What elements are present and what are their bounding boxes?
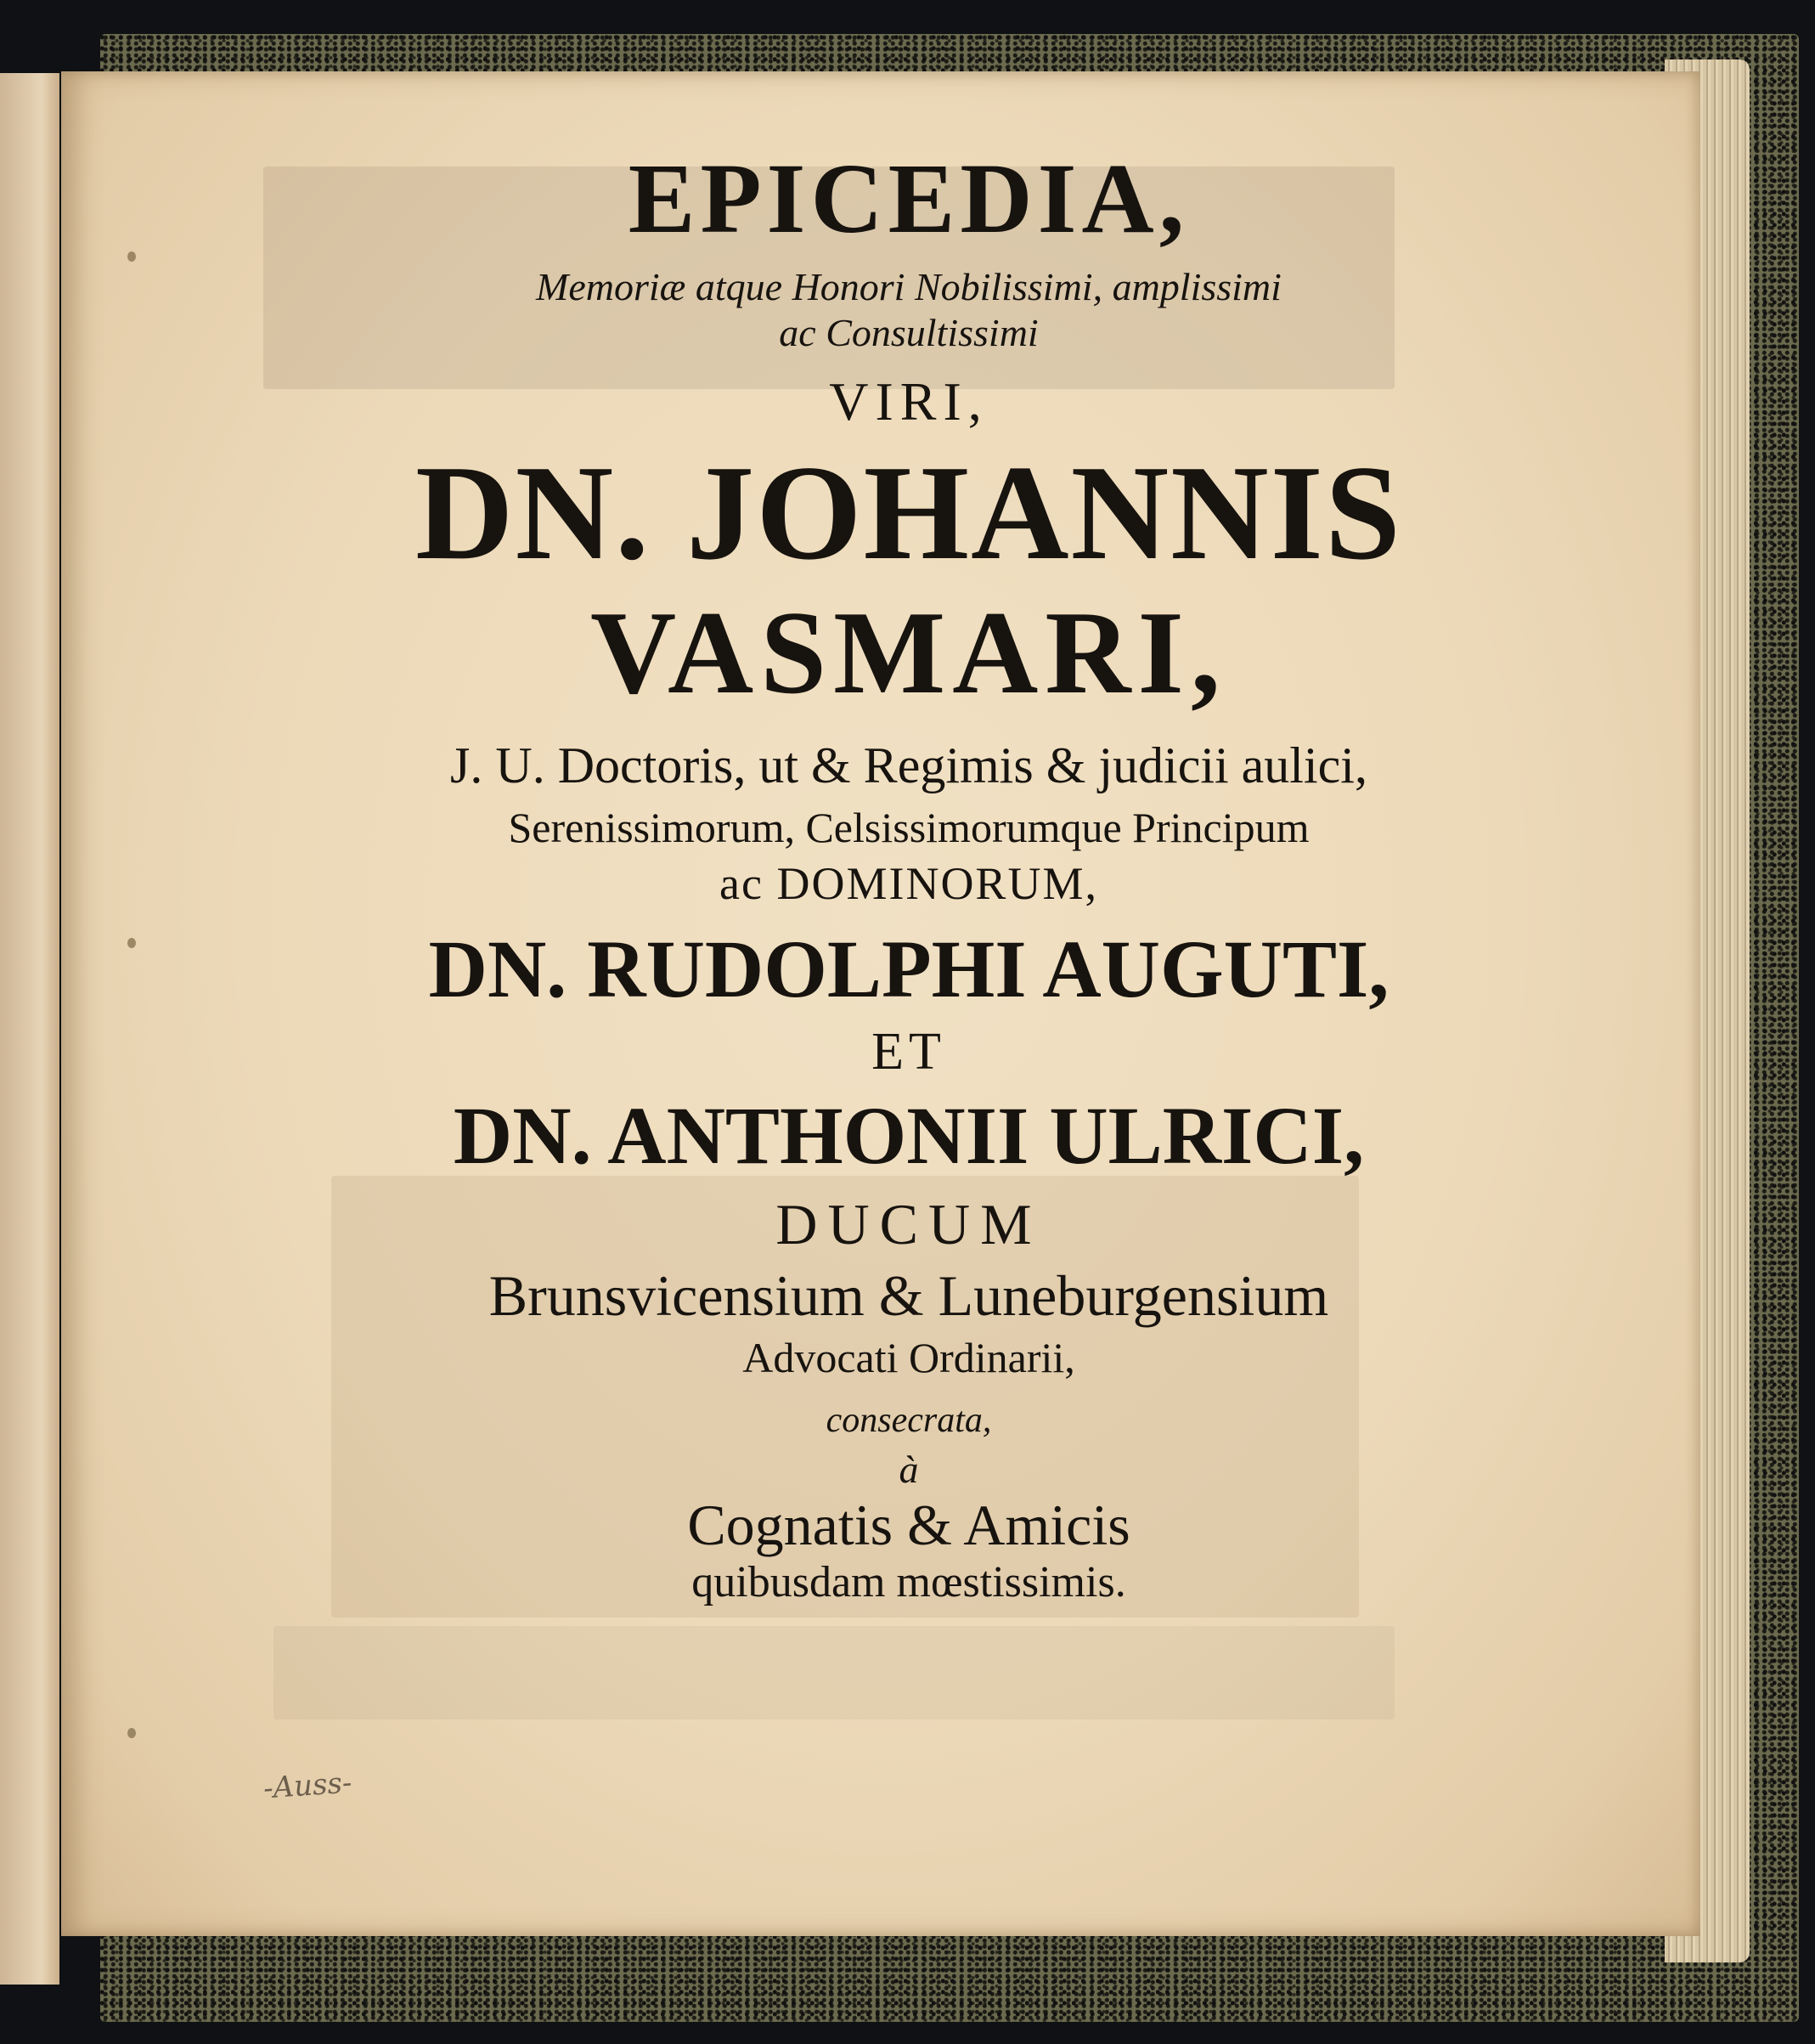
dedication-line-2: ac Consultissimi [779,311,1039,354]
prince-name-2: DN. ANTHONII ULRICI, [453,1090,1365,1181]
marginal-annotation: -Auss- [262,1765,353,1806]
binding-hole [127,938,136,948]
authors-line-2: quibusdam mœstissimis. [691,1558,1126,1606]
title-block [255,132,1563,1605]
viri-heading: VIRI, [829,371,989,432]
honoree-surname: VASMARI, [590,587,1227,719]
left-facing-page [0,73,59,1985]
main-title: EPICEDIA, [628,143,1190,254]
binding-hole [127,251,136,262]
ducum-heading: DUCUM [775,1192,1042,1256]
authors-line: Cognatis & Amicis [687,1493,1130,1557]
region-line: Brunsvicensium & Luneburgensium [488,1263,1329,1328]
consecrata-line: consecrata, [826,1401,992,1440]
show-through-text [273,1626,1395,1719]
office-line-1: J. U. Doctoris, ut & Regimis & judicii aulici, [450,737,1367,793]
dedication-line-1: Memoriæ atque Honori Nobilissimi, amplissimi [536,265,1282,308]
preposition-a: à [899,1448,919,1491]
office-line-3: ac DOMINORUM, [719,858,1098,909]
prince-name-1: DN. RUDOLPHI AUGUTI, [428,923,1389,1014]
binding-hole [127,1728,136,1738]
advocati-line: Advocati Ordinarii, [742,1334,1075,1381]
honoree-given-name: DN. JOHANNIS [415,437,1402,588]
office-line-2: Serenissimorum, Celsissimorumque Principum [508,804,1310,851]
conjunction-et: ET [871,1023,946,1081]
